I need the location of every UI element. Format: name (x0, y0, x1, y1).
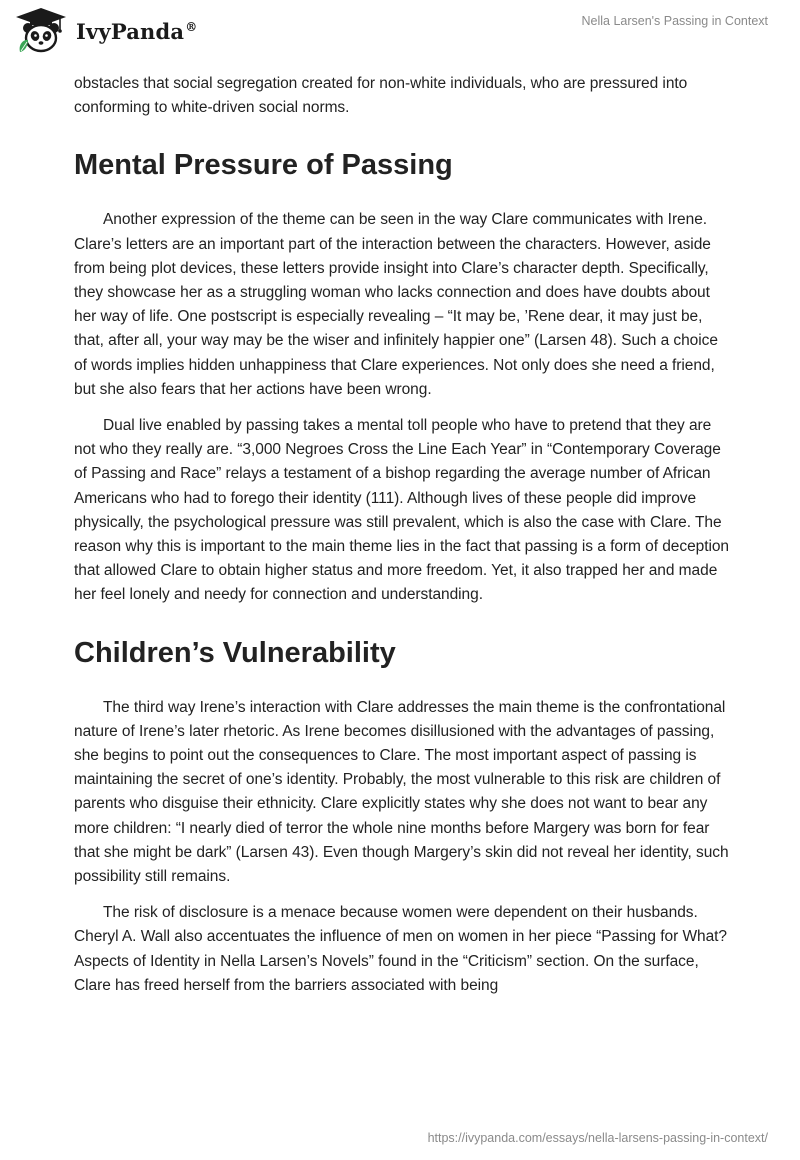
section-heading-mental-pressure: Mental Pressure of Passing (74, 149, 453, 182)
essay-body (74, 72, 734, 1010)
page-header (0, 0, 800, 70)
section-heading-children-vulnerability: Children’s Vulnerability (74, 636, 396, 669)
paragraph-continued: obstacles that social segregation created for non-white individuals, who are pressured into conforming to white-driven social norms. (74, 75, 688, 117)
panda-graduation-cap-icon (14, 6, 68, 56)
paragraph: The risk of disclosure is a menace because women were dependent on their husbands. Cheryl A. Wall also accentuates the influence of men on women in her piece “Passing for What? Aspects of Identity in Nella Larsen’s Novels” found in the “Criticism” section. On the surface, Clare has freed herself from the barriers associated with being (74, 904, 728, 994)
registered-mark: ® (185, 19, 198, 34)
paragraph: Dual live enabled by passing takes a mental toll people who have to pretend that they are not who they really are. “3,000 Negroes Cross the Line Each Year” in “Contemporary Coverage of Passing and Race” relays a testament of a bishop regarding the average number of African Americans who had to forego their identity (111). Although lives of these people did improve physically, the psychological pressure was still prevalent, which is also the case with Clare. The reason why this is important to the main theme lies in the fact that passing is a form of deception that allowed Clare to obtain higher status and more freedom. Yet, it also trapped her and made her feel lonely and needy for connection and understanding. (74, 417, 729, 604)
paragraph: The third way Irene’s interaction with Clare addresses the main theme is the confrontational nature of Irene’s later rhetoric. As Irene becomes disillusioned with the advantages of passing, she begins to point out the consequences to Clare. The most important aspect of passing is maintaining the secret of one’s identity. Probably, the most vulnerable to this risk are children of parents who disguise their ethnicity. Clare explicitly states why she does not want to bear any more children: “I nearly died of terror the whole nine months before Margery was born for fear that she might be dark” (Larsen 43). Even though Margery’s skin did not reveal her identity, such possibility still remains. (74, 698, 729, 886)
source-url[interactable]: https://ivypanda.com/essays/nella-larsens-passing-in-context/ (427, 1131, 768, 1145)
brand-name: IvyPanda® (76, 18, 198, 44)
document-title: Nella Larsen's Passing in Context (581, 14, 768, 28)
paragraph: Another expression of the theme can be seen in the way Clare communicates with Irene. Clare’s letters are an important part of the interaction between the characters. However, aside from being plot devices, these letters provide insight into Clare’s character depth. Specifically, they showcase her as a struggling woman who lacks connection and does have doubts about her way of life. One postscript is especially revealing – “It may be, ’Rene dear, it may just be, that, after all, your way may be the wiser and infinitely happier one” (Larsen 48). Such a choice of words implies hidden unhappiness that Clare experiences. Not only does she need a friend, but she also fears that her actions have been wrong. (74, 211, 718, 398)
brand-logo[interactable] (14, 6, 197, 56)
